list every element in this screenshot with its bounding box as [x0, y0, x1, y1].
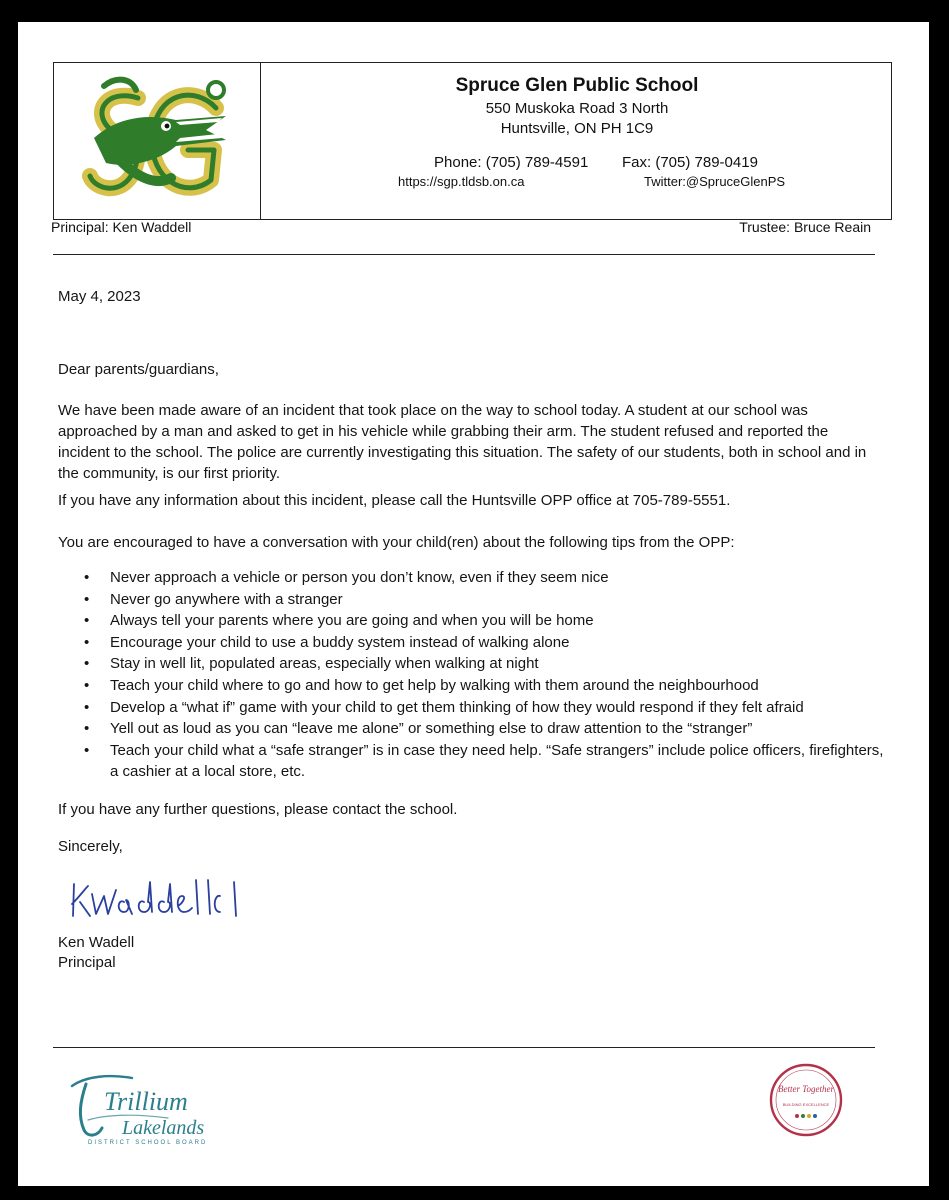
safety-tips-list [84, 567, 884, 783]
fax-number: Fax: (705) 789-0419 [622, 154, 758, 171]
tips-intro-paragraph: You are encouraged to have a conversation with your child(ren) about the following tips from the OPP: [58, 534, 735, 551]
bullet: • [84, 633, 90, 651]
school-name: Spruce Glen Public School [455, 75, 699, 96]
better-together-seal-icon [768, 1062, 844, 1138]
handwritten-signature [66, 872, 266, 922]
phone-number: Phone: (705) 789-4591 [434, 154, 589, 171]
sign-off: Sincerely, [58, 838, 123, 855]
incident-paragraph: We have been made aware of an incident that took place on the way to school today. A student at our school was approached by a man and asked to get in his vehicle while grabbing their arm. The student refused and reported the incident to the school. The police are currently investigating this situation. The safety of our students, both in school and in the community, is our first priority. [58, 402, 867, 482]
list-item: • Yell out as loud as you can “leave me alone” or something else to draw attention to the “stranger” [84, 718, 884, 740]
bullet: • [84, 569, 90, 586]
signer-title: Principal [58, 954, 116, 971]
bullet: • [84, 590, 90, 608]
seal-subtext: BUILDING EXCELLENCE [782, 1102, 830, 1107]
footer-divider [53, 1047, 875, 1048]
signer-name: Ken Wadell [58, 934, 135, 951]
seal-text: Better Together [778, 1084, 834, 1094]
website-link: https://sgp.tldsb.on.ca [398, 174, 525, 189]
principal-name: Principal: Ken Waddell [51, 219, 192, 235]
list-item: • Teach your child where to go and how to get help by walking with them around the neighbourhood [84, 675, 884, 697]
list-item: • Never go anywhere with a stranger [84, 589, 884, 611]
trustee-name: Trustee: Bruce Reain [739, 219, 871, 235]
sg-gator-logo-icon [76, 68, 236, 218]
trillium-lakelands-logo-icon [58, 1054, 248, 1144]
header-divider [53, 254, 875, 255]
closing-paragraph: If you have any further questions, please contact the school. [58, 801, 458, 818]
letter-page [18, 22, 929, 1186]
twitter-handle: Twitter:@SpruceGlenPS [644, 174, 786, 189]
list-item: • Always tell your parents where you are going and when you will be home [84, 610, 884, 632]
list-item: • Stay in well lit, populated areas, especially when walking at night [84, 653, 884, 675]
bullet: • [84, 720, 90, 738]
board-logo-line-1: Trillium [104, 1087, 188, 1116]
address-line-1: 550 Muskoka Road 3 North [485, 100, 669, 117]
letter-date: May 4, 2023 [58, 288, 141, 305]
salutation: Dear parents/guardians, [58, 361, 219, 378]
letterhead [53, 62, 892, 220]
list-item: • Never approach a vehicle or person you don’t know, even if they seem nice [84, 567, 884, 589]
board-logo-line-2: Lakelands [122, 1117, 205, 1139]
bullet: • [84, 655, 90, 673]
bullet: • [84, 676, 90, 694]
bullet: • [84, 741, 90, 759]
bullet: • [84, 698, 90, 716]
address-line-2: Huntsville, ON PH 1C9 [500, 120, 654, 137]
list-item: • Develop a “what if” game with your child to get them thinking of how they would respond if they felt afraid [84, 697, 884, 719]
logo-cell [54, 63, 261, 219]
list-item: • Teach your child what a “safe stranger” is in case they need help. “Safe strangers” include police officers, firefighters, a cashier at a local store, etc. [84, 741, 884, 781]
list-item: • Encourage your child to use a buddy system instead of walking alone [84, 632, 884, 654]
bullet: • [84, 612, 90, 630]
board-logo-line-3: DISTRICT SCHOOL BOARD [88, 1140, 208, 1144]
contact-opp-paragraph: If you have any information about this incident, please call the Huntsville OPP office at 705-789-5551. [58, 492, 731, 509]
